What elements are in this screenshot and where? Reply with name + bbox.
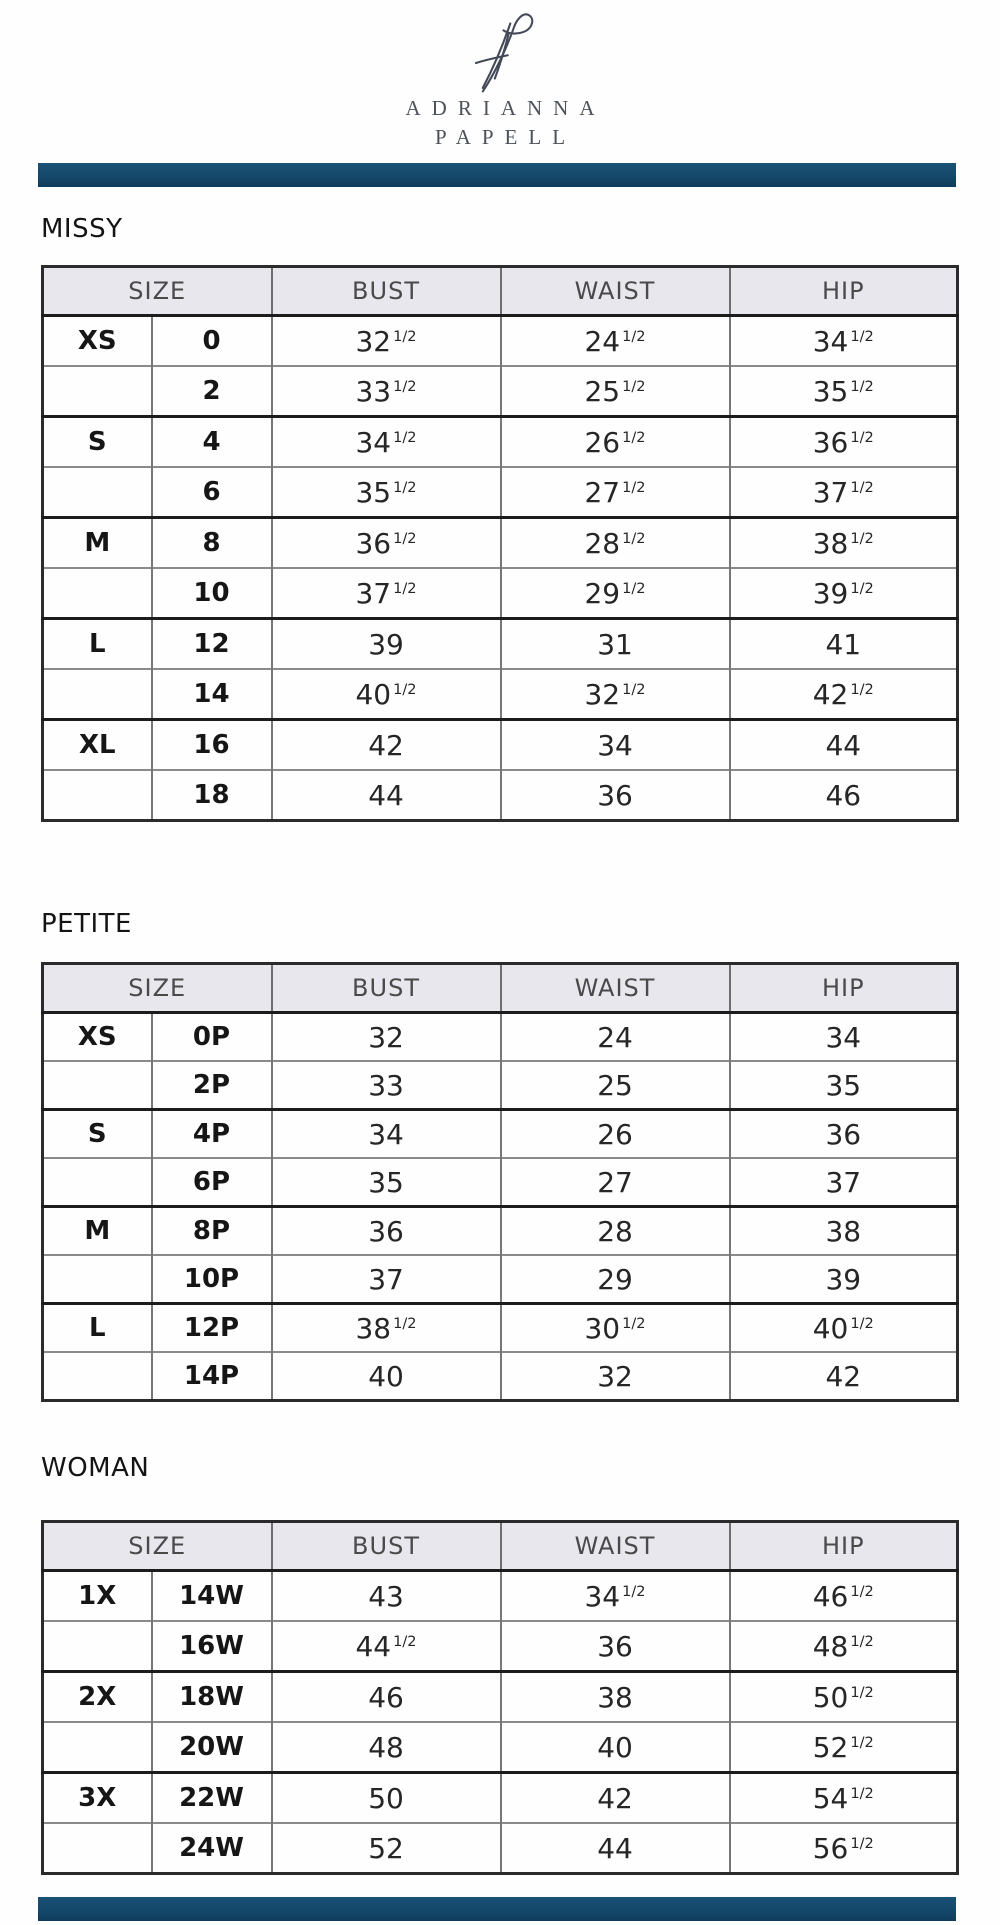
- waist-cell: 24: [501, 1013, 730, 1062]
- half-fraction: 1/2: [393, 429, 417, 447]
- hip-cell: 38: [730, 1207, 958, 1256]
- letter-cell: 3X: [43, 1773, 152, 1824]
- brand-name-line1: ADRIANNA: [405, 96, 606, 120]
- table-row: [43, 417, 958, 468]
- waist-cell: 40: [501, 1722, 730, 1773]
- half-fraction: 1/2: [622, 378, 646, 396]
- size-cell: 14W: [152, 1571, 272, 1622]
- size-cell: 14P: [152, 1352, 272, 1401]
- half-fraction: 1/2: [393, 530, 417, 548]
- column-header-hip: HIP: [730, 964, 958, 1013]
- column-header-waist: WAIST: [501, 267, 730, 316]
- waist-cell: 27: [501, 1158, 730, 1207]
- hip-cell: 39: [730, 1255, 958, 1304]
- table-row: [43, 518, 958, 569]
- table-row: [43, 1061, 958, 1110]
- letter-cell: [43, 467, 152, 518]
- column-header-size: SIZE: [43, 964, 272, 1013]
- size-tables: [0, 213, 1000, 1875]
- letter-cell: [43, 770, 152, 821]
- size-cell: 12: [152, 619, 272, 670]
- letter-cell: XS: [77, 326, 117, 356]
- letter-cell: XL: [43, 720, 152, 771]
- letter-cell: [43, 1823, 152, 1874]
- half-fraction: 1/2: [850, 580, 874, 598]
- half-fraction: 1/2: [622, 1315, 646, 1333]
- size-cell: 12P: [152, 1304, 272, 1353]
- size-cell: 10P: [152, 1255, 272, 1304]
- column-header-hip: HIP: [730, 267, 958, 316]
- letter-cell: [43, 1255, 152, 1304]
- size-table: [41, 1520, 959, 1875]
- bust-cell: 35 $^{1/2}$: [272, 467, 501, 518]
- table-row: [43, 1110, 958, 1159]
- letter-cell: S: [43, 1110, 152, 1159]
- top-accent-bar: [38, 163, 956, 187]
- letter-cell: M: [43, 1207, 152, 1256]
- waist-cell: 30 $^{1/2}$: [501, 1304, 730, 1353]
- half-fraction: 1/2: [393, 681, 417, 699]
- bust-cell: 44 $^{1/2}$: [272, 1621, 501, 1672]
- hip-cell: 42 $^{1/2}$: [730, 669, 958, 720]
- table-row: [43, 1304, 958, 1353]
- half-fraction: 1/2: [850, 378, 874, 396]
- waist-cell: 34 $^{1/2}$: [501, 1571, 730, 1622]
- size-section: [0, 908, 1000, 1402]
- half-fraction: 1/2: [850, 1633, 874, 1651]
- letter-cell: [43, 1158, 152, 1207]
- half-fraction: 1/2: [622, 429, 646, 447]
- size-cell: 4P: [152, 1110, 272, 1159]
- bust-cell: 33 $^{1/2}$: [272, 366, 501, 417]
- bust-cell: 43: [272, 1571, 501, 1622]
- section-title: WOMAN: [41, 1453, 150, 1483]
- waist-cell: 32: [501, 1352, 730, 1401]
- bust-cell: 34 $^{1/2}$: [272, 417, 501, 468]
- bust-cell: 50: [272, 1773, 501, 1824]
- letter-cell: M: [43, 518, 152, 569]
- half-fraction: 1/2: [850, 1315, 874, 1333]
- size-cell: 8P: [152, 1207, 272, 1256]
- brand-monogram-icon: [454, 8, 546, 94]
- half-fraction: 1/2: [393, 580, 417, 598]
- hip-cell: 48 $^{1/2}$: [730, 1621, 958, 1672]
- letter-cell: [43, 1722, 152, 1773]
- column-header-hip: HIP: [730, 1522, 958, 1571]
- half-fraction: 1/2: [850, 429, 874, 447]
- bust-cell: 32: [272, 1013, 501, 1062]
- size-section: [0, 1452, 1000, 1875]
- half-fraction: 1/2: [850, 1734, 874, 1752]
- bust-cell: 39: [272, 619, 501, 670]
- brand-header: [0, 0, 1000, 148]
- half-fraction: 1/2: [850, 1583, 874, 1601]
- hip-cell: 35: [730, 1061, 958, 1110]
- table-row: [43, 568, 958, 619]
- half-fraction: 1/2: [850, 479, 874, 497]
- size-cell: 18: [152, 770, 272, 821]
- bust-cell: 33: [272, 1061, 501, 1110]
- header-row: [43, 1522, 958, 1571]
- size-cell: 20W: [152, 1722, 272, 1773]
- waist-cell: 42: [501, 1773, 730, 1824]
- waist-cell: 28 $^{1/2}$: [501, 518, 730, 569]
- half-fraction: 1/2: [622, 479, 646, 497]
- table-row: [43, 1823, 958, 1874]
- letter-cell: [43, 366, 152, 417]
- waist-cell: 26: [501, 1110, 730, 1159]
- waist-cell: 26 $^{1/2}$: [501, 417, 730, 468]
- size-cell: 16: [152, 720, 272, 771]
- half-fraction: 1/2: [622, 580, 646, 598]
- table-row: [43, 1672, 958, 1723]
- column-header-waist: WAIST: [501, 964, 730, 1013]
- half-fraction: 1/2: [622, 681, 646, 699]
- size-section: [0, 213, 1000, 822]
- waist-cell: 36: [501, 770, 730, 821]
- waist-cell: 24 $^{1/2}$: [501, 316, 730, 367]
- waist-cell: 38: [501, 1672, 730, 1723]
- hip-cell: 38 $^{1/2}$: [730, 518, 958, 569]
- hip-cell: 42: [730, 1352, 958, 1401]
- half-fraction: 1/2: [393, 1633, 417, 1651]
- table-row: [43, 1158, 958, 1207]
- half-fraction: 1/2: [622, 1583, 646, 1601]
- bust-cell: 35: [272, 1158, 501, 1207]
- hip-cell: 44: [730, 720, 958, 771]
- table-row: [43, 1722, 958, 1773]
- bust-cell: 40: [272, 1352, 501, 1401]
- letter-cell: 1X: [78, 1581, 117, 1611]
- size-cell: 0: [152, 316, 272, 367]
- table-row: [43, 1013, 958, 1062]
- table-row: [43, 1571, 958, 1622]
- table-row: [43, 366, 958, 417]
- hip-cell: 52 $^{1/2}$: [730, 1722, 958, 1773]
- column-header-bust: BUST: [272, 1522, 501, 1571]
- column-header-bust: BUST: [272, 964, 501, 1013]
- size-cell: 18W: [152, 1672, 272, 1723]
- hip-cell: 34 $^{1/2}$: [730, 316, 958, 367]
- table-row: [43, 669, 958, 720]
- hip-cell: 50 $^{1/2}$: [730, 1672, 958, 1723]
- half-fraction: 1/2: [622, 530, 646, 548]
- waist-cell: 32 $^{1/2}$: [501, 669, 730, 720]
- table-row: [43, 316, 958, 367]
- bust-cell: 52: [272, 1823, 501, 1874]
- half-fraction: 1/2: [393, 378, 417, 396]
- hip-cell: 36: [730, 1110, 958, 1159]
- table-row: [43, 467, 958, 518]
- brand-name-line2: PAPELL: [434, 125, 577, 149]
- hip-cell: 39 $^{1/2}$: [730, 568, 958, 619]
- bust-cell: 42: [272, 720, 501, 771]
- letter-cell: [43, 1061, 152, 1110]
- bust-cell: 40 $^{1/2}$: [272, 669, 501, 720]
- hip-cell: 40 $^{1/2}$: [730, 1304, 958, 1353]
- size-cell: 10: [152, 568, 272, 619]
- size-cell: 6: [152, 467, 272, 518]
- table-row: [43, 1621, 958, 1672]
- half-fraction: 1/2: [850, 530, 874, 548]
- hip-cell: 36 $^{1/2}$: [730, 417, 958, 468]
- bust-cell: 37: [272, 1255, 501, 1304]
- hip-cell: 46 $^{1/2}$: [730, 1571, 958, 1622]
- table-row: [43, 1255, 958, 1304]
- half-fraction: 1/2: [850, 681, 874, 699]
- letter-cell: [43, 1621, 152, 1672]
- bust-cell: 32 $^{1/2}$: [272, 316, 501, 367]
- waist-cell: 44: [501, 1823, 730, 1874]
- size-table: [41, 265, 959, 822]
- bottom-accent-bar: [38, 1897, 956, 1921]
- size-cell: 2P: [152, 1061, 272, 1110]
- half-fraction: 1/2: [850, 1835, 874, 1853]
- bust-cell: 34: [272, 1110, 501, 1159]
- half-fraction: 1/2: [393, 479, 417, 497]
- size-cell: 22W: [152, 1773, 272, 1824]
- half-fraction: 1/2: [850, 1785, 874, 1803]
- waist-cell: 25 $^{1/2}$: [501, 366, 730, 417]
- hip-cell: 54 $^{1/2}$: [730, 1773, 958, 1824]
- hip-cell: 56 $^{1/2}$: [730, 1823, 958, 1874]
- half-fraction: 1/2: [850, 1684, 874, 1702]
- waist-cell: 36: [501, 1621, 730, 1672]
- letter-cell: [43, 568, 152, 619]
- size-cell: 14: [152, 669, 272, 720]
- hip-cell: 46: [730, 770, 958, 821]
- size-cell: 8: [152, 518, 272, 569]
- letter-cell: XS: [77, 1022, 117, 1052]
- bust-cell: 46: [272, 1672, 501, 1723]
- bust-cell: 48: [272, 1722, 501, 1773]
- size-cell: 0P: [152, 1013, 272, 1062]
- waist-cell: 29 $^{1/2}$: [501, 568, 730, 619]
- column-header-waist: WAIST: [501, 1522, 730, 1571]
- bust-cell: 37 $^{1/2}$: [272, 568, 501, 619]
- letter-cell: 2X: [43, 1672, 152, 1723]
- waist-cell: 25: [501, 1061, 730, 1110]
- waist-cell: 28: [501, 1207, 730, 1256]
- letter-cell: L: [43, 1304, 152, 1353]
- table-row: [43, 619, 958, 670]
- table-row: [43, 720, 958, 771]
- section-title: MISSY: [41, 214, 123, 244]
- column-header-size: SIZE: [43, 267, 272, 316]
- half-fraction: 1/2: [850, 328, 874, 346]
- waist-cell: 29: [501, 1255, 730, 1304]
- size-cell: 24W: [152, 1823, 272, 1874]
- table-row: [43, 1352, 958, 1401]
- column-header-bust: BUST: [272, 267, 501, 316]
- size-cell: 16W: [152, 1621, 272, 1672]
- size-cell: 2: [152, 366, 272, 417]
- letter-cell: S: [43, 417, 152, 468]
- header-row: [43, 964, 958, 1013]
- waist-cell: 34: [501, 720, 730, 771]
- section-title: PETITE: [41, 909, 132, 939]
- hip-cell: 41: [730, 619, 958, 670]
- hip-cell: 37 $^{1/2}$: [730, 467, 958, 518]
- bust-cell: 36 $^{1/2}$: [272, 518, 501, 569]
- letter-cell: [43, 669, 152, 720]
- half-fraction: 1/2: [622, 328, 646, 346]
- half-fraction: 1/2: [393, 1315, 417, 1333]
- letter-cell: L: [43, 619, 152, 670]
- hip-cell: 34: [730, 1013, 958, 1062]
- header-row: [43, 267, 958, 316]
- size-cell: 4: [152, 417, 272, 468]
- hip-cell: 35 $^{1/2}$: [730, 366, 958, 417]
- table-row: [43, 1207, 958, 1256]
- waist-cell: 27 $^{1/2}$: [501, 467, 730, 518]
- bust-cell: 44: [272, 770, 501, 821]
- table-row: [43, 770, 958, 821]
- waist-cell: 31: [501, 619, 730, 670]
- letter-cell: [43, 1352, 152, 1401]
- hip-cell: 37: [730, 1158, 958, 1207]
- bust-cell: 36: [272, 1207, 501, 1256]
- size-cell: 6P: [152, 1158, 272, 1207]
- half-fraction: 1/2: [393, 328, 417, 346]
- table-row: [43, 1773, 958, 1824]
- column-header-size: SIZE: [43, 1522, 272, 1571]
- size-table: [41, 962, 959, 1402]
- bust-cell: 38 $^{1/2}$: [272, 1304, 501, 1353]
